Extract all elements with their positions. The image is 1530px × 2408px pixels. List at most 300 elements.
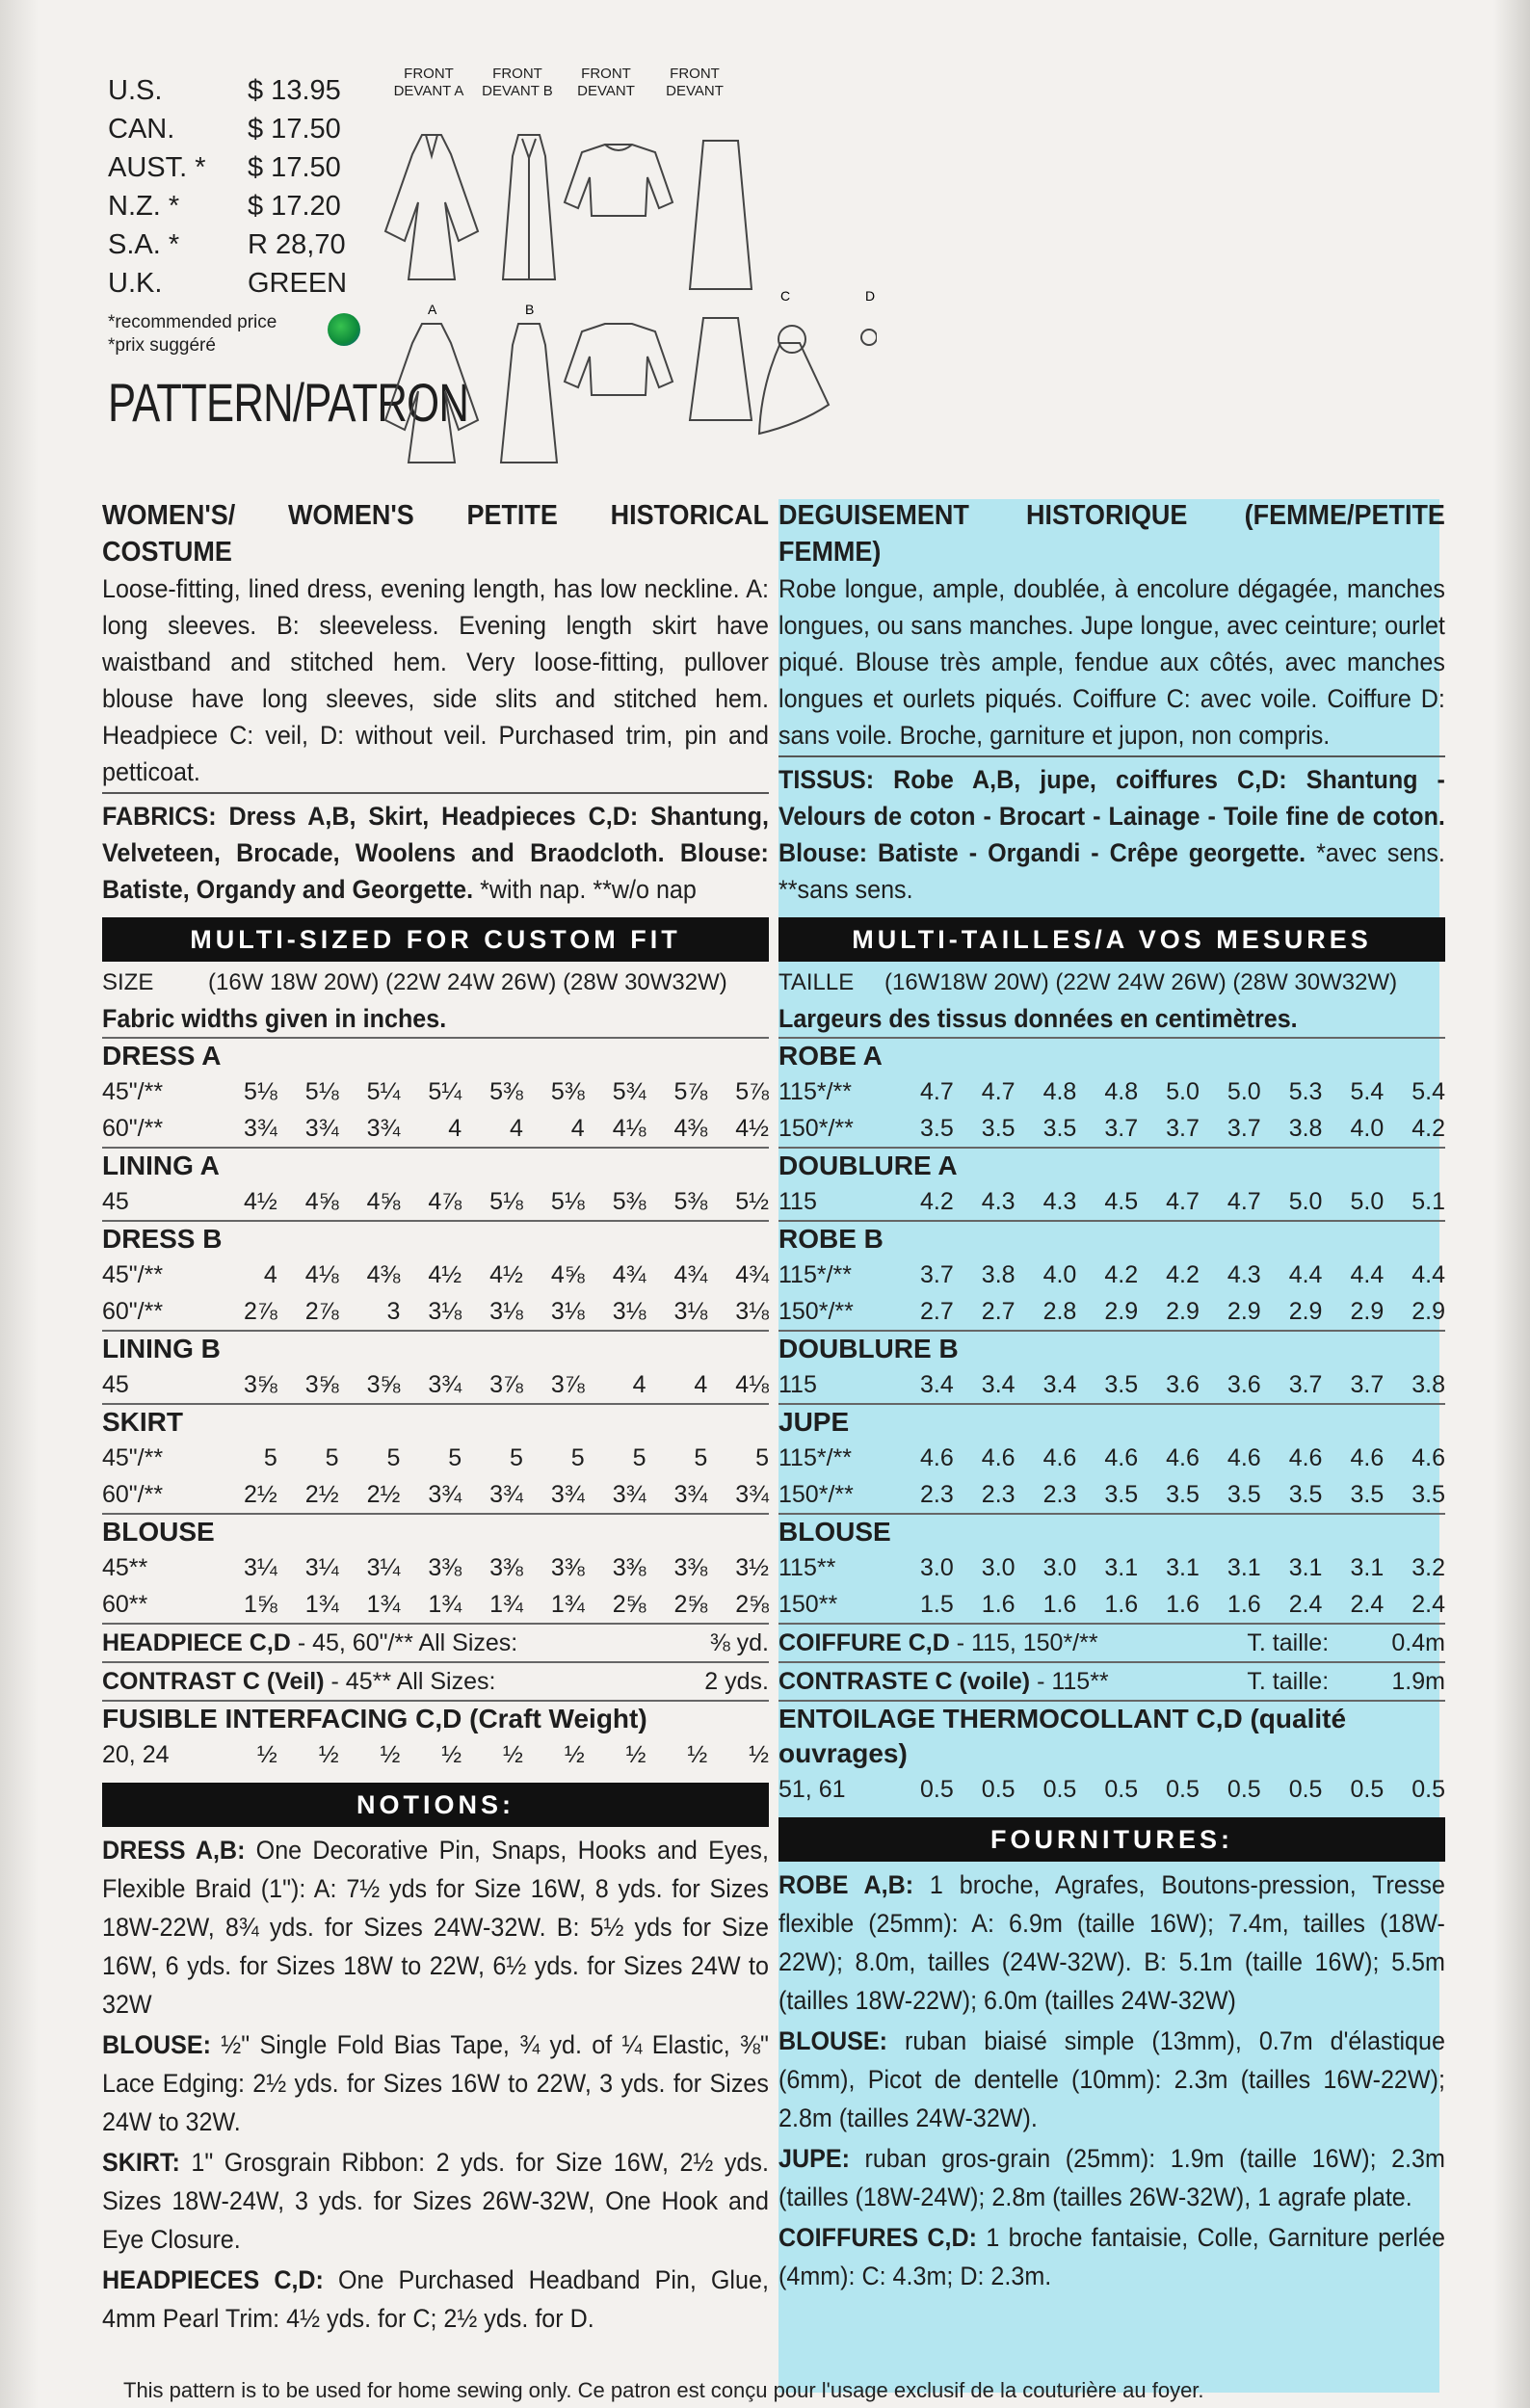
- notion-label: ROBE A,B:: [778, 1870, 914, 1899]
- table-cell: 3⅛: [428, 1298, 462, 1325]
- table-cell: 4.2: [920, 1188, 954, 1215]
- table-cell: 3⅜: [489, 1554, 523, 1581]
- back-skirt-sketch: [690, 318, 752, 420]
- sketch-letter-b: B: [525, 302, 535, 317]
- table-cell: 0.5: [1166, 1776, 1200, 1803]
- table-cell: 3⅜: [428, 1554, 462, 1581]
- back-dress-b-sketch: [501, 324, 557, 463]
- table-cell: 4.4: [1411, 1261, 1446, 1288]
- table-cell: 3¾: [489, 1481, 523, 1508]
- table-cell: 2.9: [1288, 1298, 1323, 1325]
- table-cell: 5¼: [428, 1078, 462, 1105]
- notion-paragraph: [102, 2143, 769, 2259]
- table-cell: 3.1: [1288, 1554, 1323, 1581]
- table-cell: 3⅛: [550, 1298, 585, 1325]
- table-cell: 3.6: [1227, 1371, 1261, 1398]
- table-cell: 2.4: [1411, 1591, 1446, 1618]
- table-cell: 2½: [366, 1481, 401, 1508]
- table-cell: 5⅞: [673, 1078, 708, 1105]
- fabrics-note: *avec sens. **sans sens.: [778, 838, 1445, 904]
- english-fabrics: [102, 798, 769, 908]
- table-cell: 5.3: [1288, 1078, 1323, 1105]
- table-cell: 1¾: [489, 1591, 523, 1618]
- section-title: BLOUSE: [778, 1513, 1445, 1549]
- label-front-blouse: FRONT DEVANT: [577, 66, 635, 99]
- table-row: [102, 1073, 769, 1110]
- section-title: LINING A: [102, 1147, 769, 1183]
- table-cell: 3.5: [1104, 1481, 1139, 1508]
- table-cell: ½: [380, 1741, 401, 1768]
- table-cell: ½: [503, 1741, 523, 1768]
- notion-label: COIFFURES C,D:: [778, 2223, 978, 2252]
- table-cell: 4⅝: [304, 1188, 339, 1215]
- notion-text: 1" Grosgrain Ribbon: 2 yds. for Size 16W, 2½ yds. Sizes 18W-24W, 3 yds. for Sizes 26W-32W, One Hook and Eye Closure.: [102, 2148, 769, 2254]
- table-cell: 3.0: [981, 1554, 1016, 1581]
- notion-paragraph: [778, 1866, 1445, 2020]
- fabrics-label: TISSUS:: [778, 765, 875, 794]
- recommended-fr: *prix suggéré: [108, 335, 216, 356]
- size-list: (16W 18W 20W) (22W 24W 26W) (28W 30W32W): [208, 969, 727, 995]
- table-cell: 2.9: [1227, 1298, 1261, 1325]
- front-dress-a-sketch: [385, 135, 478, 279]
- table-cell: 5⅛: [550, 1188, 585, 1215]
- price-amount: GREEN: [248, 268, 348, 299]
- row-label: 45: [102, 1371, 129, 1398]
- table-row: [102, 1586, 769, 1623]
- headpiece-label: HEADPIECE C,D: [102, 1629, 291, 1656]
- table-cell: 4.8: [1104, 1078, 1139, 1105]
- english-heading: WOMEN'S/ WOMEN'S PETITE HISTORICAL COSTUME: [102, 500, 769, 568]
- row-label: 45: [102, 1188, 129, 1215]
- table-cell: 4: [694, 1371, 708, 1398]
- label-front-b: FRONT DEVANT B: [482, 66, 553, 99]
- table-cell: 2.9: [1166, 1298, 1200, 1325]
- price-row: [108, 229, 368, 268]
- interfacing-title: FUSIBLE INTERFACING C,D (Craft Weight): [102, 1700, 769, 1736]
- recommended-price-note: [108, 311, 277, 357]
- pattern-title: PATTERN/PATRON: [108, 372, 469, 433]
- table-cell: 0.5: [920, 1776, 954, 1803]
- table-cell: 2.9: [1411, 1298, 1446, 1325]
- table-cell: 5⅞: [735, 1078, 770, 1105]
- table-cell: 0.5: [981, 1776, 1016, 1803]
- table-cell: 3.7: [1288, 1371, 1323, 1398]
- section-title: DRESS A: [102, 1037, 769, 1073]
- price-country: U.S.: [108, 75, 163, 106]
- table-cell: 4.0: [1042, 1261, 1077, 1288]
- section-title: DOUBLURE A: [778, 1147, 1445, 1183]
- table-cell: 2⅝: [673, 1591, 708, 1618]
- notion-paragraph: [102, 2261, 769, 2338]
- table-row: [778, 1440, 1445, 1476]
- table-cell: 4: [263, 1261, 277, 1288]
- table-cell: 2.9: [1350, 1298, 1385, 1325]
- divider: [102, 792, 769, 794]
- table-cell: 3.5: [1042, 1115, 1077, 1142]
- table-cell: 5: [755, 1444, 770, 1471]
- contrast-value: 1.9m: [1391, 1668, 1445, 1695]
- contrast-mid: - 45** All Sizes:: [324, 1668, 496, 1695]
- english-description: Loose-fitting, lined dress, evening length, has low neckline. A: long sleeves. B: sleeveless. Evening length skirt have waistband and stitched hem. Very loose-fitting, pullover blouse have long sleeves, side slits and stitched hem. Headpiece C: veil, D: without veil. Purchased trim, pin and petticoat.: [102, 574, 769, 786]
- table-row: [778, 1293, 1445, 1330]
- row-label: 115: [778, 1371, 817, 1398]
- table-cell: 4⅛: [735, 1371, 770, 1398]
- table-cell: 5: [694, 1444, 708, 1471]
- table-cell: 3.7: [1166, 1115, 1200, 1142]
- size-row: [778, 966, 1445, 1000]
- table-cell: 2⅞: [244, 1298, 277, 1325]
- page-edge-left: [0, 0, 39, 2408]
- row-label: 150*/**: [778, 1115, 854, 1142]
- table-cell: 4.6: [920, 1444, 954, 1471]
- row-label: 115*/**: [778, 1261, 852, 1288]
- price-country: CAN.: [108, 114, 175, 145]
- front-skirt-sketch: [690, 141, 752, 289]
- price-country: N.Z. *: [108, 191, 180, 222]
- fabrics-text: Robe A,B, jupe, coiffures C,D: Shantung - Velours de coton - Brocart - Lainage - Toile fine de coton. Blouse: Batiste - Organdi - Crêpe georgette.: [778, 765, 1445, 867]
- table-cell: 4⅜: [673, 1115, 708, 1142]
- table-cell: 3¾: [735, 1481, 770, 1508]
- table-cell: 5¼: [366, 1078, 401, 1105]
- size-label: TAILLE: [778, 969, 855, 995]
- table-cell: 4.7: [920, 1078, 954, 1105]
- table-cell: 3.7: [1350, 1371, 1385, 1398]
- table-cell: 1.6: [1042, 1591, 1077, 1618]
- section-title: LINING B: [102, 1330, 769, 1366]
- table-cell: 4.6: [1288, 1444, 1323, 1471]
- price-amount: $ 17.50: [248, 152, 341, 183]
- sketch-letter-a: A: [428, 302, 437, 317]
- table-cell: 3¾: [550, 1481, 585, 1508]
- table-row: [778, 1257, 1445, 1293]
- table-cell: 3.1: [1104, 1554, 1139, 1581]
- table-cell: 5⅜: [673, 1188, 708, 1215]
- table-cell: 5: [510, 1444, 523, 1471]
- table-cell: 5¾: [612, 1078, 646, 1105]
- table-cell: 4½: [428, 1261, 462, 1288]
- table-cell: 4.4: [1350, 1261, 1385, 1288]
- table-row: [102, 1110, 769, 1147]
- table-cell: 5.0: [1227, 1078, 1261, 1105]
- notion-text: One Decorative Pin, Snaps, Hooks and Eyes, Flexible Braid (1"): A: 7½ yds for Size 16W, 8 yds. for Sizes 18W-22W, 8¾ yds. for Sizes 24W-32W. B: 5½ yds for Size 16W, 6 yds. for Sizes 18W to 22W, 6½ yds. for Sizes 24W to 32W: [102, 1836, 769, 2019]
- table-cell: 0.5: [1288, 1776, 1323, 1803]
- table-cell: 3.5: [920, 1115, 954, 1142]
- table-cell: 3⅛: [673, 1298, 708, 1325]
- notion-paragraph: [778, 2022, 1445, 2137]
- table-cell: 0.5: [1350, 1776, 1385, 1803]
- table-cell: 2⅝: [735, 1591, 770, 1618]
- table-cell: 3.5: [981, 1115, 1016, 1142]
- table-cell: 2.9: [1104, 1298, 1139, 1325]
- garment-sketches: [376, 96, 877, 472]
- row-label: 45"/**: [102, 1078, 164, 1105]
- table-cell: 1.5: [920, 1591, 954, 1618]
- table-cell: 3¾: [366, 1115, 401, 1142]
- interfacing-row-container: [778, 1771, 1445, 1808]
- table-cell: 3¾: [428, 1481, 462, 1508]
- multi-sized-bar: MULTI-SIZED FOR CUSTOM FIT: [102, 917, 769, 962]
- headpiece-mid: - 115, 150*/**: [949, 1629, 1098, 1656]
- row-label: 45"/**: [102, 1444, 164, 1471]
- table-cell: 5: [632, 1444, 646, 1471]
- table-cell: 3.5: [1350, 1481, 1385, 1508]
- table-row: [102, 1366, 769, 1403]
- notion-text: ½" Single Fold Bias Tape, ¾ yd. of ¼ Elastic, ⅜" Lace Edging: 2½ yds. for Sizes 16W to 22W, 3 yds. for Sizes 24W to 32W.: [102, 2030, 769, 2136]
- table-cell: 4.5: [1104, 1188, 1139, 1215]
- multi-tailles-bar: MULTI-TAILLES/A VOS MESURES: [778, 917, 1445, 962]
- contrast-row: [778, 1661, 1445, 1700]
- headpiece-row: [102, 1623, 769, 1661]
- table-cell: 5⅜: [489, 1078, 523, 1105]
- table-cell: 3⅜: [612, 1554, 646, 1581]
- contrast-mid: - 115**: [1030, 1668, 1109, 1695]
- french-description: Robe longue, ample, doublée, à encolure dégagée, manches longues, ou sans manches. Jupe longue, avec ceinture; ourlet piqué. Blouse très ample, fendue aux côtés, avec manches longues et ourlets piqués. Coiffure C: avec voile. Coiffure D: sans voile. Broche, garniture et jupon, non compris.: [778, 574, 1445, 750]
- table-cell: 5: [386, 1444, 401, 1471]
- headpiece-d-sketch: [861, 330, 877, 345]
- price-row: [108, 268, 368, 306]
- table-cell: 5.1: [1411, 1188, 1446, 1215]
- notion-paragraph: [778, 2139, 1445, 2216]
- price-amount: R 28,70: [248, 229, 346, 260]
- table-row: [778, 1549, 1445, 1586]
- table-cell: 5.0: [1350, 1188, 1385, 1215]
- table-cell: 4.2: [1411, 1115, 1446, 1142]
- table-cell: 2.4: [1350, 1591, 1385, 1618]
- table-cell: 3.5: [1104, 1371, 1139, 1398]
- row-label: 115*/**: [778, 1444, 852, 1471]
- table-cell: 4.6: [1104, 1444, 1139, 1471]
- table-cell: ½: [441, 1741, 462, 1768]
- table-cell: 4¾: [673, 1261, 708, 1288]
- price-country: S.A. *: [108, 229, 180, 260]
- row-label: 115**: [778, 1554, 836, 1581]
- notion-text: 1 broche, Agrafes, Boutons-pression, Tresse flexible (25mm): A: 6.9m (taille 16W); 7.4m, tailles (18W-22W); 8.0m, tailles (24W-32W). B: 5.1m (taille 16W); 5.5m (tailles 18W-22W); 6.0m (tailles 24W-32W): [778, 1870, 1445, 2015]
- section-title: BLOUSE: [102, 1513, 769, 1549]
- table-cell: 3⅛: [489, 1298, 523, 1325]
- table-cell: 1¾: [550, 1591, 585, 1618]
- table-cell: ½: [564, 1741, 585, 1768]
- table-cell: 3.5: [1411, 1481, 1446, 1508]
- table-cell: 4.6: [1350, 1444, 1385, 1471]
- table-cell: 3.8: [1288, 1115, 1323, 1142]
- table-cell: 3⅞: [550, 1371, 585, 1398]
- table-cell: 4⅝: [366, 1188, 401, 1215]
- table-cell: 3.4: [1042, 1371, 1077, 1398]
- price-amount: $ 17.20: [248, 191, 341, 222]
- table-cell: 3.5: [1288, 1481, 1323, 1508]
- interfacing-title: ENTOILAGE THERMOCOLLANT C,D (qualité ouvrages): [778, 1700, 1445, 1771]
- table-cell: 4: [632, 1371, 646, 1398]
- notion-paragraph: [102, 2025, 769, 2141]
- table-cell: 3⅛: [735, 1298, 770, 1325]
- table-cell: 2.3: [1042, 1481, 1077, 1508]
- table-cell: 0.5: [1104, 1776, 1139, 1803]
- table-cell: 1¾: [304, 1591, 339, 1618]
- english-notions: [102, 1831, 769, 2338]
- contrast-label: CONTRASTE C (voile): [778, 1668, 1031, 1695]
- notion-text: One Purchased Headband Pin, Glue, 4mm Pearl Trim: 4½ yds. for C; 2½ yds. for D.: [102, 2265, 769, 2333]
- section-title: DRESS B: [102, 1220, 769, 1257]
- table-cell: 2.4: [1288, 1591, 1323, 1618]
- table-cell: 4.8: [1042, 1078, 1077, 1105]
- section-title: SKIRT: [102, 1403, 769, 1440]
- table-cell: 3.4: [981, 1371, 1016, 1398]
- table-cell: 3.0: [1042, 1554, 1077, 1581]
- table-row: [102, 1183, 769, 1220]
- table-cell: 5.4: [1350, 1078, 1385, 1105]
- row-label: 51, 61: [778, 1776, 846, 1803]
- table-cell: 3.0: [920, 1554, 954, 1581]
- table-cell: 0.5: [1042, 1776, 1077, 1803]
- table-cell: 3.5: [1166, 1481, 1200, 1508]
- price-list: [108, 75, 368, 306]
- notion-paragraph: [778, 2218, 1445, 2295]
- table-row: [778, 1771, 1445, 1808]
- table-row: [102, 1549, 769, 1586]
- table-cell: 4⅜: [366, 1261, 401, 1288]
- table-cell: 4.6: [1411, 1444, 1446, 1471]
- table-cell: 4⅞: [428, 1188, 462, 1215]
- table-cell: 2½: [304, 1481, 339, 1508]
- price-amount: $ 17.50: [248, 114, 341, 145]
- row-label: 150*/**: [778, 1298, 854, 1325]
- notions-bar: NOTIONS:: [102, 1783, 769, 1827]
- table-cell: 4.3: [981, 1188, 1016, 1215]
- table-cell: 2.7: [981, 1298, 1016, 1325]
- table-row: [778, 1073, 1445, 1110]
- price-amount: $ 13.95: [248, 75, 341, 106]
- page-edge-right: [1493, 0, 1530, 2408]
- french-notions: [778, 1866, 1445, 2295]
- notion-label: DRESS A,B:: [102, 1836, 246, 1865]
- divider: [778, 755, 1445, 757]
- headpiece-value: ⅜ yd.: [709, 1629, 769, 1656]
- table-cell: 3⅝: [366, 1371, 401, 1398]
- interfacing-row-container: [102, 1736, 769, 1773]
- table-cell: 5: [325, 1444, 339, 1471]
- table-cell: 4⅛: [304, 1261, 339, 1288]
- row-label: 150**: [778, 1591, 838, 1618]
- table-cell: 2.8: [1042, 1298, 1077, 1325]
- notion-text: 1 broche fantaisie, Colle, Garniture perlée (4mm): C: 4.3m; D: 2.3m.: [778, 2223, 1445, 2290]
- section-title: ROBE B: [778, 1220, 1445, 1257]
- table-row: [102, 1440, 769, 1476]
- table-row: [778, 1586, 1445, 1623]
- table-cell: ½: [625, 1741, 646, 1768]
- table-cell: 4½: [735, 1115, 770, 1142]
- table-cell: 4.7: [1227, 1188, 1261, 1215]
- table-cell: 1¾: [428, 1591, 462, 1618]
- table-cell: 2⅝: [612, 1591, 646, 1618]
- table-cell: 3.7: [920, 1261, 954, 1288]
- table-cell: 2½: [244, 1481, 277, 1508]
- table-cell: 3.2: [1411, 1554, 1446, 1581]
- table-cell: 2.3: [920, 1481, 954, 1508]
- table-cell: 1.6: [1104, 1591, 1139, 1618]
- table-cell: ½: [687, 1741, 708, 1768]
- english-yardage-table: [102, 1037, 769, 1623]
- notion-label: HEADPIECES C,D:: [102, 2265, 324, 2294]
- table-cell: 4: [510, 1115, 523, 1142]
- table-cell: 4¾: [612, 1261, 646, 1288]
- table-cell: 0.5: [1227, 1776, 1261, 1803]
- row-label: 115: [778, 1188, 817, 1215]
- size-list: (16W18W 20W) (22W 24W 26W) (28W 30W32W): [884, 969, 1398, 995]
- table-cell: 2.7: [920, 1298, 954, 1325]
- table-cell: 3.1: [1227, 1554, 1261, 1581]
- row-label: 20, 24: [102, 1741, 170, 1768]
- fabrics-text: Dress A,B, Skirt, Headpieces C,D: Shantung, Velveteen, Brocade, Woolens and Braodcloth. Blouse: Batiste, Organdy and Georgette.: [102, 802, 769, 904]
- english-column: [102, 497, 769, 2340]
- size-label: SIZE: [102, 969, 154, 995]
- table-cell: 4.6: [1227, 1444, 1261, 1471]
- fournitures-bar: FOURNITURES:: [778, 1817, 1445, 1862]
- french-yardage-table: [778, 1037, 1445, 1623]
- table-cell: 5⅜: [612, 1188, 646, 1215]
- table-cell: 5⅛: [489, 1188, 523, 1215]
- table-cell: 1¾: [366, 1591, 401, 1618]
- front-blouse-sketch: [565, 145, 673, 216]
- table-cell: 3.8: [981, 1261, 1016, 1288]
- price-row: [108, 191, 368, 229]
- notion-label: SKIRT:: [102, 2148, 180, 2177]
- table-cell: 3⅝: [244, 1371, 277, 1398]
- table-cell: 2.3: [981, 1481, 1016, 1508]
- table-cell: 4.6: [981, 1444, 1016, 1471]
- section-title: DOUBLURE B: [778, 1330, 1445, 1366]
- size-row: [102, 966, 769, 1000]
- fabrics-note: *with nap. **w/o nap: [480, 875, 697, 904]
- headpiece-value: 0.4m: [1391, 1629, 1445, 1656]
- notion-label: BLOUSE:: [102, 2030, 211, 2059]
- table-cell: ½: [318, 1741, 339, 1768]
- table-cell: 5: [448, 1444, 462, 1471]
- price-country: AUST. *: [108, 152, 206, 183]
- table-cell: 4.6: [1042, 1444, 1077, 1471]
- table-cell: 1.6: [1227, 1591, 1261, 1618]
- table-row: [778, 1183, 1445, 1220]
- contrast-mid2: T. taille:: [1247, 1668, 1330, 1695]
- table-cell: 3.5: [1227, 1481, 1261, 1508]
- contrast-label: CONTRAST C (Veil): [102, 1668, 325, 1695]
- table-cell: 4½: [244, 1188, 277, 1215]
- label-front-skirt: FRONT DEVANT: [666, 66, 724, 99]
- table-cell: 5⅛: [244, 1078, 277, 1105]
- table-cell: 4.3: [1227, 1261, 1261, 1288]
- table-cell: ½: [256, 1741, 277, 1768]
- table-cell: 4.0: [1350, 1115, 1385, 1142]
- table-row: [778, 1366, 1445, 1403]
- table-cell: 5⅛: [304, 1078, 339, 1105]
- table-cell: 3: [386, 1298, 401, 1325]
- table-cell: 4.7: [981, 1078, 1016, 1105]
- label-front-a: FRONT DEVANT A: [393, 66, 464, 99]
- table-cell: 3⅜: [673, 1554, 708, 1581]
- sketch-letter-d: D: [865, 288, 876, 304]
- table-cell: 5½: [735, 1188, 770, 1215]
- row-label: 115*/**: [778, 1078, 852, 1105]
- price-row: [108, 75, 368, 114]
- table-row: [778, 1476, 1445, 1513]
- table-cell: 3¾: [244, 1115, 277, 1142]
- table-cell: 0.5: [1411, 1776, 1446, 1803]
- footer-note: This pattern is to be used for home sewing only. Ce patron est conçu pour l'usage exclusif de la couturière au foyer.: [123, 2378, 1204, 2402]
- notion-paragraph: [102, 1831, 769, 2024]
- notion-label: BLOUSE:: [778, 2026, 887, 2055]
- french-column: [778, 497, 1445, 2297]
- table-row: [102, 1293, 769, 1330]
- table-cell: 3¾: [304, 1115, 339, 1142]
